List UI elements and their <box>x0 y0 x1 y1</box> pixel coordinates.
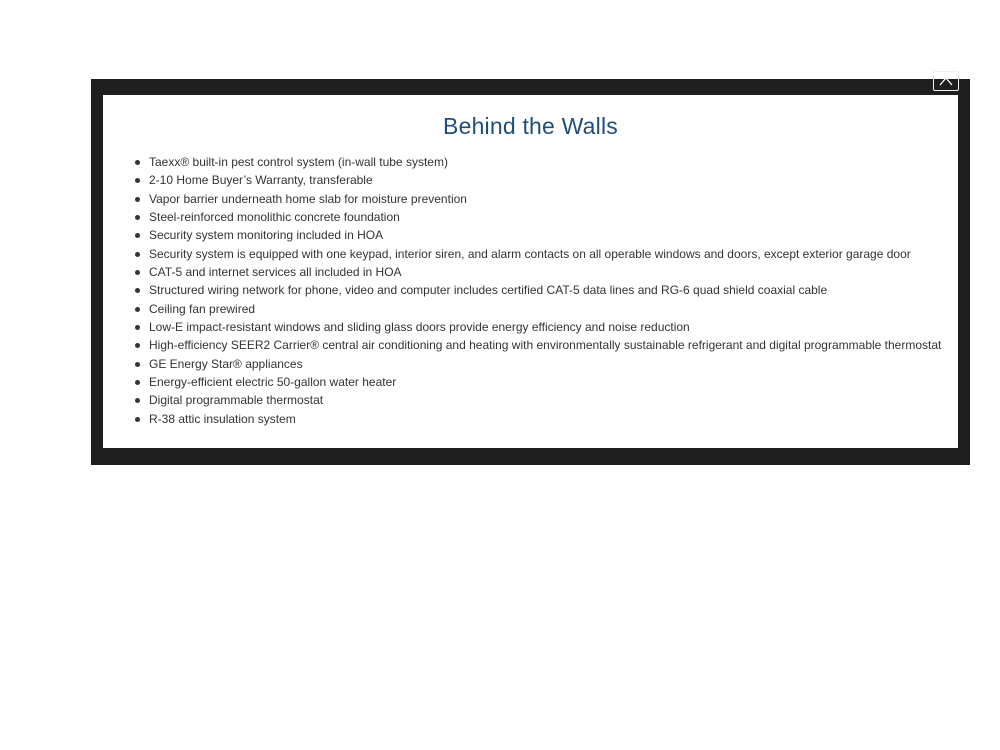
bullet-icon <box>135 398 140 403</box>
bullet-icon <box>135 197 140 202</box>
list-item-text: Ceiling fan prewired <box>149 301 256 316</box>
feature-list <box>103 153 958 428</box>
list-item <box>135 226 958 244</box>
list-item-text: Digital programmable thermostat <box>149 393 324 408</box>
bullet-icon <box>135 325 140 330</box>
list-item <box>135 263 958 281</box>
bullet-icon <box>135 270 140 275</box>
modal-overlay-frame <box>91 79 970 465</box>
list-item-text: Low-E impact-resistant windows and sliding glass doors provide energy efficiency and noise reduction <box>149 320 690 335</box>
list-item-text: 2-10 Home Buyer’s Warranty, transferable <box>149 173 373 188</box>
bullet-icon <box>135 417 140 422</box>
list-item <box>135 190 958 208</box>
bullet-icon <box>135 252 140 257</box>
bullet-icon <box>135 215 140 220</box>
bullet-icon <box>135 380 140 385</box>
list-item <box>135 336 958 354</box>
list-item-text: CAT-5 and internet services all included in HOA <box>149 265 402 280</box>
list-item <box>135 171 958 189</box>
bullet-icon <box>135 288 140 293</box>
list-item <box>135 300 958 318</box>
bullet-icon <box>135 160 140 165</box>
list-item <box>135 153 958 171</box>
modal-content <box>103 95 958 448</box>
list-item <box>135 245 958 263</box>
close-icon <box>939 76 953 86</box>
modal-title: Behind the Walls <box>443 113 618 139</box>
bullet-icon <box>135 233 140 238</box>
list-item <box>135 318 958 336</box>
bullet-icon <box>135 307 140 312</box>
list-item <box>135 208 958 226</box>
list-item-text: High-efficiency SEER2 Carrier® central air conditioning and heating with environmentally sustainable refrigerant and digital programmable thermostat <box>149 338 942 353</box>
list-item-text: Security system is equipped with one keypad, interior siren, and alarm contacts on all operable windows and doors, except exterior garage door <box>149 246 911 261</box>
list-item-text: Security system monitoring included in HOA <box>149 228 384 243</box>
list-item-text: GE Energy Star® appliances <box>149 356 303 371</box>
list-item <box>135 410 958 428</box>
list-item-text: Structured wiring network for phone, video and computer includes certified CAT-5 data lines and RG-6 quad shield coaxial cable <box>149 283 828 298</box>
list-item-text: Steel-reinforced monolithic concrete foundation <box>149 210 400 225</box>
close-button[interactable] <box>933 71 959 91</box>
bullet-icon <box>135 178 140 183</box>
list-item <box>135 373 958 391</box>
list-item-text: Vapor barrier underneath home slab for moisture prevention <box>149 191 467 206</box>
bullet-icon <box>135 362 140 367</box>
bullet-icon <box>135 343 140 348</box>
list-item <box>135 391 958 409</box>
list-item-text: Taexx® built-in pest control system (in-wall tube system) <box>149 155 448 169</box>
list-item-text: R-38 attic insulation system <box>149 411 296 426</box>
list-item <box>135 281 958 299</box>
list-item-text: Energy-efficient electric 50-gallon water heater <box>149 375 397 390</box>
list-item <box>135 355 958 373</box>
